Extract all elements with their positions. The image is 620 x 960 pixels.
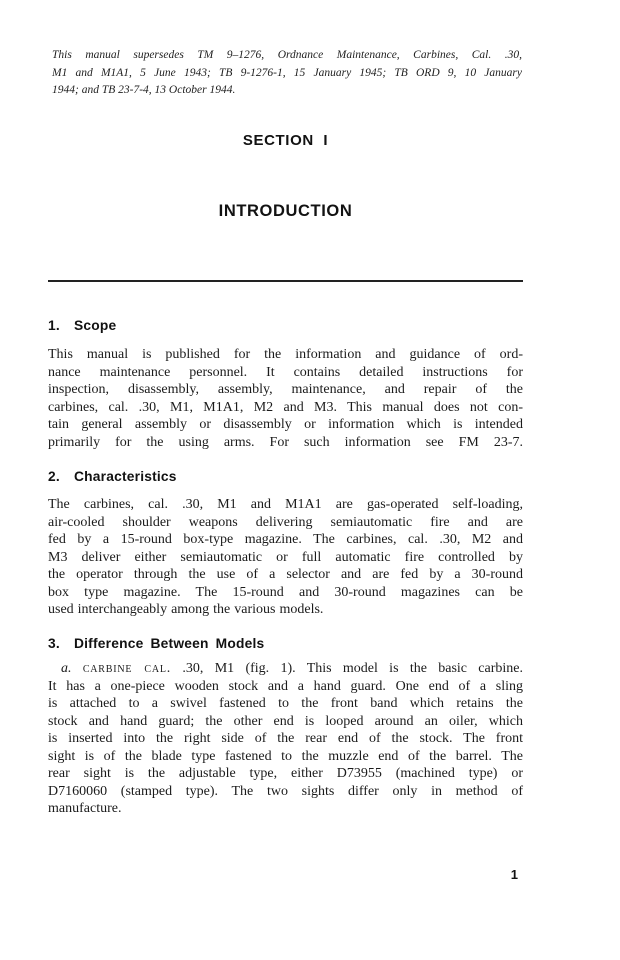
text-line: This manual is published for the information and guidance of ord-: [48, 347, 523, 362]
text-line: M1 and M1A1, 5 June 1943; TB 9-1276-1, 15 January 1945; TB ORD 9, 10 January: [52, 66, 522, 79]
text-segment: .30, M1 (fig. 1). This model is the basic carbine.: [171, 661, 523, 676]
chapter-title: INTRODUCTION: [218, 202, 353, 220]
text-line: D7160060 (stamped type). The two sights differ only in method of: [48, 783, 523, 799]
text-line: It has a one-piece wooden stock and a hand guard. One end of a sling: [48, 678, 523, 694]
text-line: The carbines, cal. .30, M1 and M1A1 are gas-operated self-loading,: [48, 497, 523, 512]
text-line: inspection, disassembly, assembly, maintenance, and repair of the: [48, 382, 523, 397]
difference-paragraph: [48, 660, 523, 818]
text-line: used interchangeably among the various models.: [48, 602, 324, 617]
text-line: manufacture.: [48, 801, 122, 816]
text-line: 1944; and TB 23-7-4, 13 October 1944.: [52, 84, 236, 96]
page-number: 1: [510, 867, 518, 882]
text-line: is attached to a swivel fastened to the front band which retains the: [48, 696, 523, 711]
text-line: carbines, cal. .30, M1, M1A1, M2 and M3. This manual does not con-: [48, 399, 523, 415]
characteristics-paragraph: [48, 496, 523, 619]
text-line: primarily for the using arms. For such information see FM 23-7.: [48, 434, 523, 450]
characteristics-heading: 2. Characteristics: [48, 469, 177, 484]
section-heading: SECTION I: [242, 132, 329, 149]
section-difference-between-models: [48, 636, 523, 818]
text-line: nance maintenance personnel. It contains detailed instructions for: [48, 364, 523, 380]
text-line: [48, 660, 523, 678]
difference-heading: 3. Difference Between Models: [48, 636, 265, 651]
text-segment: [72, 661, 83, 676]
section-characteristics: [48, 469, 523, 619]
scope-heading: 1. Scope: [48, 318, 117, 333]
text-segment: carbine cal.: [82, 661, 172, 676]
scope-paragraph: [48, 346, 523, 451]
text-line: is inserted into the right side of the rear end of the stock. The front: [48, 731, 523, 746]
text-segment: a.: [61, 661, 72, 676]
text-line: stock and hand guard; the other end is looped around an oiler, which: [48, 713, 523, 729]
text-line: the operator through the use of a selector and are fed by a 30-round: [48, 567, 523, 582]
divider-rule: [48, 280, 523, 282]
text-line: rear sight is the adjustable type, either D73955 (machined type) or: [48, 766, 523, 781]
text-line: This manual supersedes TM 9–1276, Ordnance Maintenance, Carbines, Cal. .30,: [52, 49, 522, 61]
text-line: fed by a 15-round box-type magazine. The carbines, cal. .30, M2 and: [48, 532, 523, 547]
text-line: box type magazine. The 15-round and 30-round magazines can be: [48, 584, 523, 600]
text-line: air-cooled shoulder weapons delivering semiautomatic fire and are: [48, 514, 523, 530]
supersede-note: [52, 47, 522, 100]
text-line: M3 deliver either semiautomatic or full automatic fire controlled by: [48, 549, 523, 565]
section-scope: [48, 318, 523, 451]
text-line: tain general assembly or disassembly or information which is intended: [48, 417, 523, 432]
text-line: sight is of the blade type fastened to the muzzle end of the barrel. The: [48, 748, 523, 764]
